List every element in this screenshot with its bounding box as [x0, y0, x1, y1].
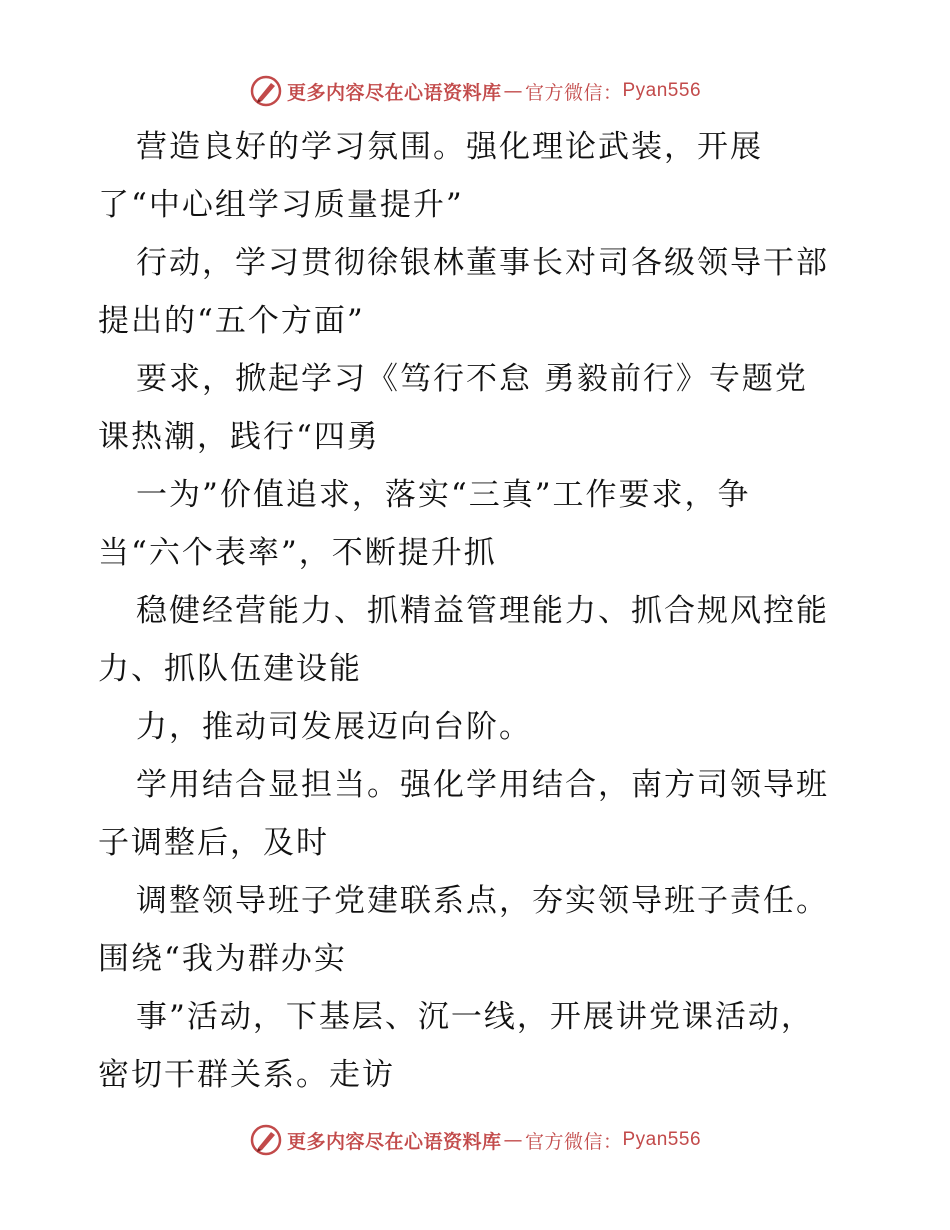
- text-line: 子调整后，及时: [98, 825, 329, 861]
- text-line: 力，推动司发展迈向台阶。: [136, 709, 532, 745]
- text-line: 课热潮，践行“四勇: [98, 419, 380, 455]
- text-line: 要求，掀起学习《笃行不怠 勇毅前行》专题党: [136, 361, 808, 397]
- watermark-wechat-id: Pyan556: [622, 80, 702, 101]
- watermark-separator: —: [503, 1129, 523, 1151]
- document-body: [98, 118, 858, 1104]
- text-line: 力、抓队伍建设能: [98, 651, 362, 687]
- watermark-wechat-id: Pyan556: [622, 1129, 702, 1150]
- pen-logo-icon: [249, 1123, 283, 1157]
- text-line: 营造良好的学习氛围。强化理论武装，开展: [136, 129, 763, 165]
- text-line: 行动，学习贯彻徐银林董事长对司各级领导干部: [136, 245, 829, 281]
- watermark-sub-text: 官方微信：: [524, 1130, 623, 1153]
- watermark-separator: —: [503, 80, 523, 102]
- header-watermark: [0, 71, 950, 111]
- text-line: 学用结合显担当。强化学用结合，南方司领导班: [136, 767, 829, 803]
- text-line: 事”活动，下基层、沉一线，开展讲党课活动，: [136, 999, 814, 1035]
- text-line: 一为”价值追求，落实“三真”工作要求，争: [136, 477, 751, 513]
- text-line: 调整领导班子党建联系点，夯实领导班子责任。: [136, 883, 829, 919]
- text-line: 稳健经营能力、抓精益管理能力、抓合规风控能: [136, 593, 829, 629]
- text-line: 当“六个表率”，不断提升抓: [98, 535, 497, 571]
- watermark-sub-text: 官方微信：: [524, 81, 623, 104]
- watermark-main-text: 更多内容尽在心语资料库: [286, 1130, 502, 1153]
- text-line: 围绕“我为群办实: [98, 941, 347, 977]
- footer-watermark: [0, 1120, 950, 1160]
- pen-logo-icon: [249, 74, 283, 108]
- text-line: 密切干群关系。走访: [98, 1057, 395, 1093]
- text-line: 提出的“五个方面”: [98, 303, 365, 339]
- text-line: 了“中心组学习质量提升”: [98, 187, 464, 223]
- watermark-main-text: 更多内容尽在心语资料库: [286, 81, 502, 104]
